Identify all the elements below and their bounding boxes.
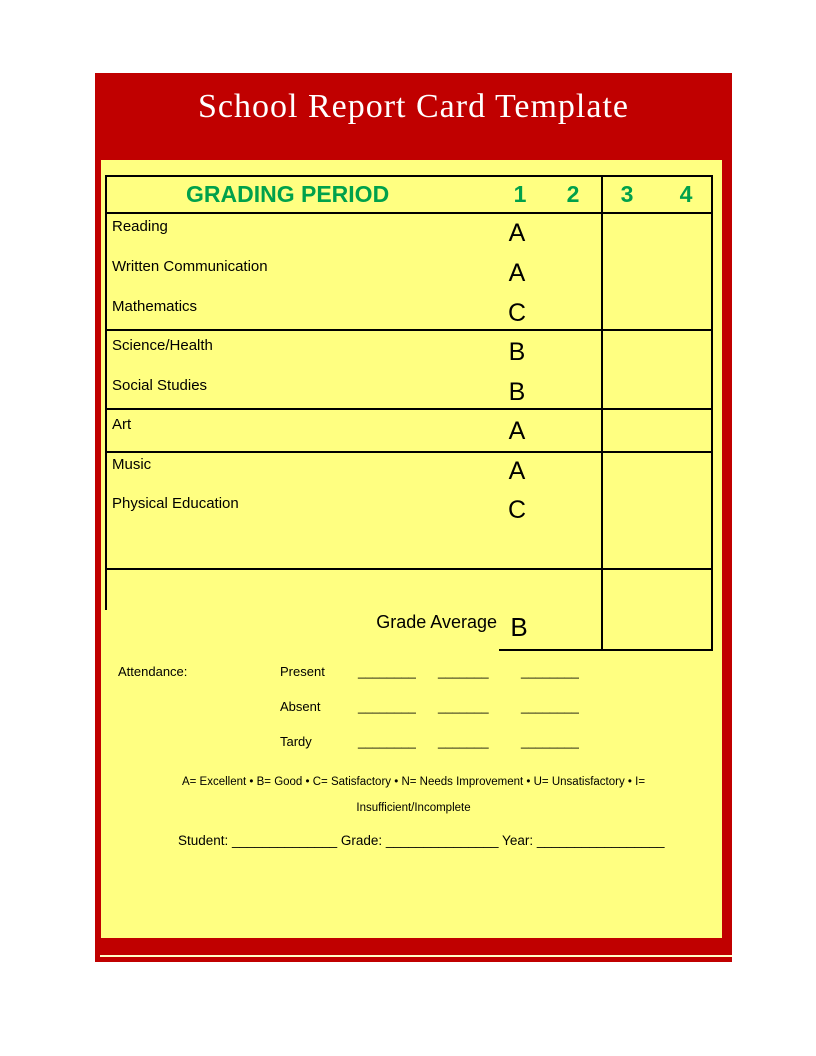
legend-line-1: A= Excellent • B= Good • C= Satisfactory • N= Needs Improvement • U= Unsatisfactory • I=: [181, 776, 646, 788]
attendance-tardy-blank-1[interactable]: ________: [358, 734, 416, 749]
footer-accent-line: [100, 955, 732, 957]
attendance-tardy-blank-2[interactable]: _______: [438, 734, 489, 749]
table-border-group2: [105, 408, 713, 410]
subject-label-social-studies: Social Studies: [112, 377, 208, 394]
attendance-tardy-blank-3[interactable]: ________: [521, 734, 579, 749]
attendance-row-present: [0, 664, 816, 684]
legend-line-2: Insufficient/Incomplete: [356, 802, 471, 814]
grading-period-header-label: GRADING PERIOD: [186, 181, 390, 207]
grade-value-reading: A: [508, 219, 526, 247]
attendance-row-absent: [0, 699, 816, 719]
subject-label-mathematics: Mathematics: [112, 298, 198, 315]
attendance-absent-blank-1[interactable]: ________: [358, 699, 416, 714]
grade-average-label: Grade Average: [376, 612, 497, 632]
period-1-label: 1: [513, 181, 527, 207]
attendance-label: Attendance:: [118, 664, 188, 679]
grade-value-art: A: [508, 417, 526, 445]
attendance-tardy-label: Tardy: [280, 734, 312, 749]
subject-label-science-health: Science/Health: [112, 337, 213, 354]
subject-label-music: Music: [112, 456, 152, 473]
subject-label-art: Art: [112, 416, 132, 433]
grade-value-physical-education: C: [507, 496, 527, 524]
page-title: School Report Card Template: [198, 88, 629, 125]
period-2-label: 2: [566, 181, 580, 207]
table-border-header-bottom: [105, 212, 713, 214]
table-border-bottom-partial: [499, 649, 713, 651]
attendance-present-label: Present: [280, 664, 325, 679]
attendance-present-blank-1[interactable]: ________: [358, 664, 416, 679]
attendance-absent-blank-2[interactable]: _______: [438, 699, 489, 714]
attendance-absent-blank-3[interactable]: ________: [521, 699, 579, 714]
grade-value-mathematics: C: [507, 299, 527, 327]
subject-label-written-communication: Written Communication: [112, 258, 268, 275]
grade-value-written-communication: A: [508, 259, 526, 287]
grade-average-value: B: [510, 612, 528, 642]
table-column-divider: [601, 175, 603, 651]
grade-value-music: A: [508, 457, 526, 485]
student-info-line[interactable]: Student: ______________ Grade: _______________ Year: _________________: [178, 833, 665, 848]
attendance-present-blank-2[interactable]: _______: [438, 664, 489, 679]
period-3-label: 3: [620, 181, 634, 207]
paper-background: [101, 160, 722, 938]
table-border-left: [105, 175, 107, 610]
grade-value-science-health: B: [508, 338, 526, 366]
table-border-top: [105, 175, 713, 177]
attendance-row-tardy: [0, 734, 816, 754]
table-border-group4: [105, 568, 713, 570]
table-border-group3: [105, 451, 713, 453]
table-border-right: [711, 175, 713, 651]
attendance-present-blank-3[interactable]: ________: [521, 664, 579, 679]
attendance-absent-label: Absent: [280, 699, 321, 714]
subject-label-reading: Reading: [112, 218, 168, 235]
grade-value-social-studies: B: [508, 378, 526, 406]
table-border-group1: [105, 329, 713, 331]
subject-label-physical-education: Physical Education: [112, 495, 239, 512]
period-4-label: 4: [679, 181, 693, 207]
